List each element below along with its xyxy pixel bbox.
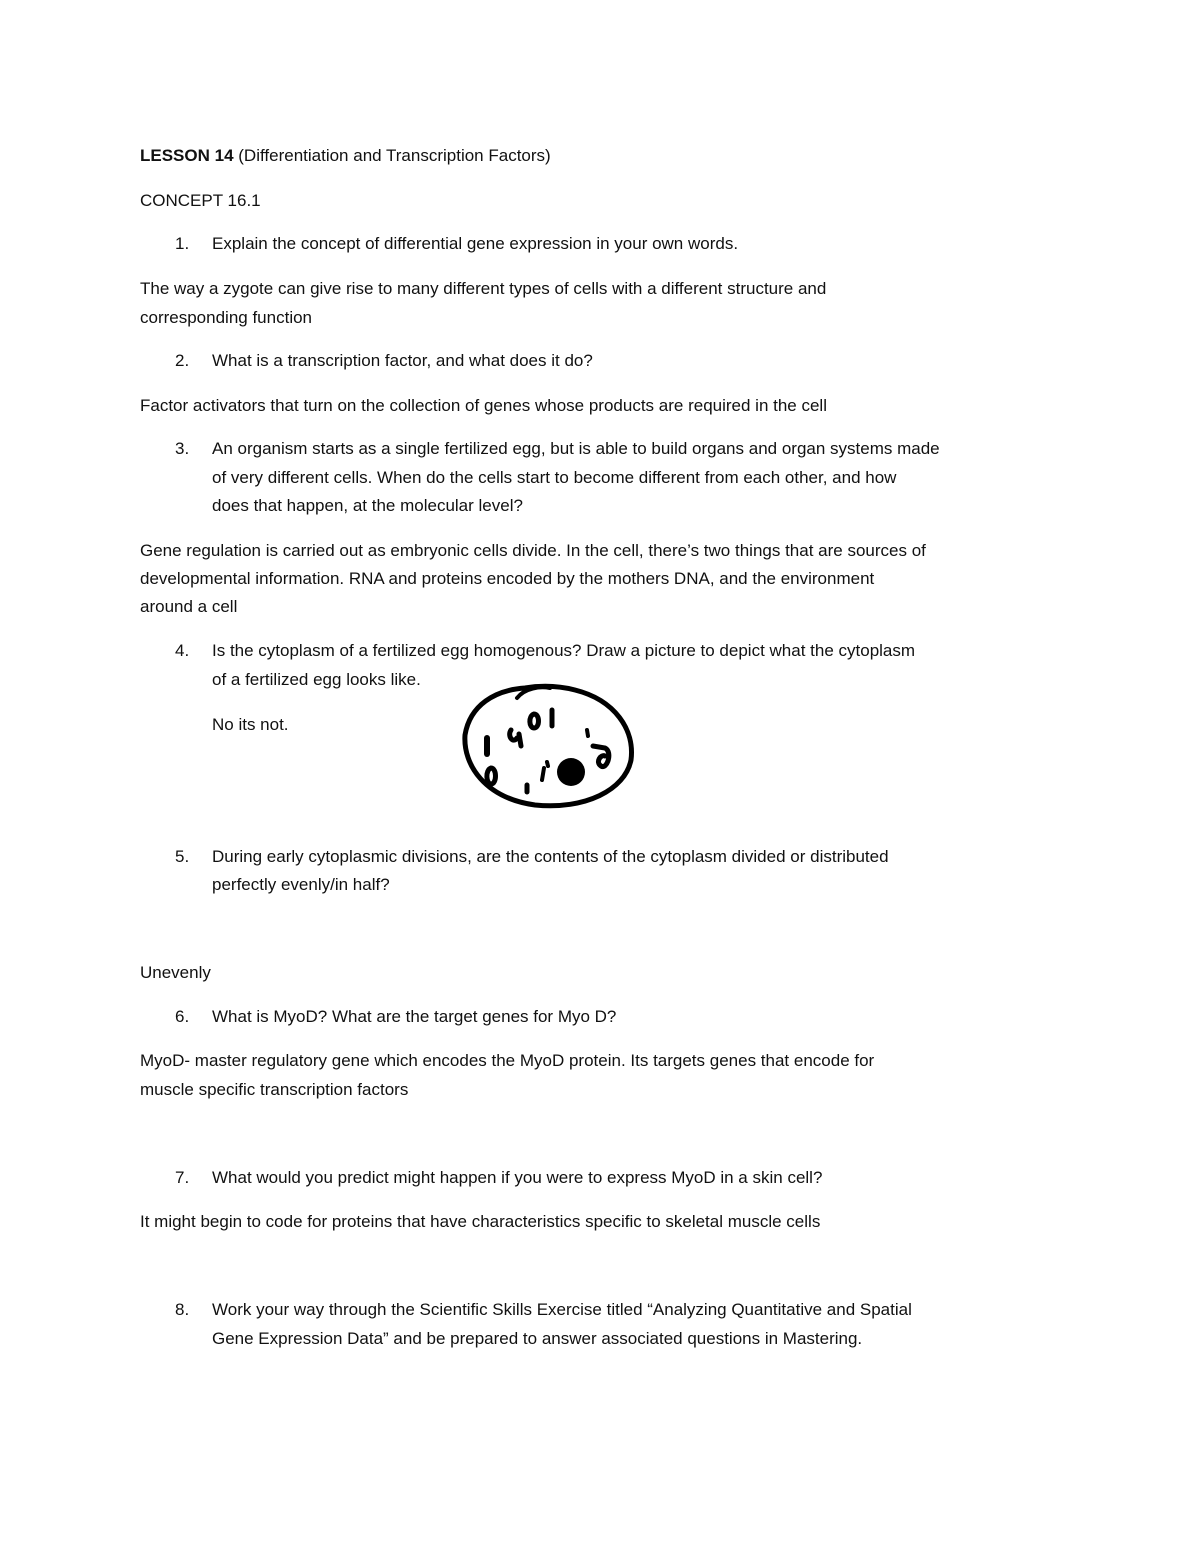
question-7	[175, 1164, 822, 1192]
question-6	[175, 1003, 616, 1031]
nucleus-blob	[557, 758, 585, 786]
question-3	[175, 435, 940, 463]
question-2	[175, 347, 593, 375]
answer-3-line-3: around a cell	[140, 597, 238, 616]
granule	[487, 768, 496, 784]
question-number: 2.	[175, 351, 190, 370]
question-8-line-2: Gene Expression Data” and be prepared to answer associated questions in Mastering.	[212, 1329, 863, 1348]
question-text: What is MyoD? What are the target genes for Myo D?	[212, 1007, 617, 1026]
concept-heading: CONCEPT 16.1	[140, 191, 261, 210]
question-text: What would you predict might happen if you were to express MyoD in a skin cell?	[212, 1168, 823, 1187]
question-4	[175, 637, 915, 665]
granule	[510, 730, 521, 746]
granule	[587, 730, 588, 736]
question-8	[175, 1296, 912, 1324]
answer-1-line-2: corresponding function	[140, 308, 313, 327]
question-number: 8.	[175, 1300, 190, 1319]
question-number: 7.	[175, 1168, 190, 1187]
lesson-topic: (Differentiation and Transcription Factors)	[233, 146, 551, 165]
question-number: 1.	[175, 234, 190, 253]
question-number: 3.	[175, 439, 190, 458]
question-text: During early cytoplasmic divisions, are the contents of the cytoplasm divided or distributed	[212, 847, 889, 866]
question-number: 5.	[175, 847, 190, 866]
question-text: What is a transcription factor, and what does it do?	[212, 351, 593, 370]
question-5-line-2: perfectly evenly/in half?	[212, 875, 390, 894]
question-5	[175, 843, 889, 871]
question-number: 4.	[175, 641, 190, 660]
question-3-line-2: of very different cells. When do the cells start to become different from each other, and how	[212, 468, 897, 487]
answer-3-line-1: Gene regulation is carried out as embryonic cells divide. In the cell, there’s two things that are sources of	[140, 541, 926, 560]
question-number: 6.	[175, 1007, 190, 1026]
question-text: Is the cytoplasm of a fertilized egg homogenous? Draw a picture to depict what the cytoplasm	[212, 641, 916, 660]
granule	[542, 762, 548, 780]
answer-5: Unevenly	[140, 963, 211, 982]
question-text: An organism starts as a single fertilized egg, but is able to build organs and organ systems made	[212, 439, 940, 458]
answer-6-line-2: muscle specific transcription factors	[140, 1080, 409, 1099]
question-1	[175, 230, 738, 258]
answer-7: It might begin to code for proteins that have characteristics specific to skeletal muscle cells	[140, 1212, 821, 1231]
question-3-line-3: does that happen, at the molecular level?	[212, 496, 523, 515]
lesson-title	[140, 142, 551, 170]
answer-1-line-1: The way a zygote can give rise to many different types of cells with a different structure and	[140, 279, 827, 298]
question-text: Explain the concept of differential gene expression in your own words.	[212, 234, 739, 253]
lesson-number: LESSON 14	[140, 146, 234, 165]
answer-4: No its not.	[212, 715, 289, 734]
granule	[593, 746, 609, 767]
answer-3-line-2: developmental information. RNA and proteins encoded by the mothers DNA, and the environment	[140, 569, 875, 588]
granule	[530, 714, 539, 728]
cytoplasm-drawing	[455, 680, 640, 815]
question-text: Work your way through the Scientific Skills Exercise titled “Analyzing Quantitative and Spatial	[212, 1300, 912, 1319]
question-4-line-2: of a fertilized egg looks like.	[212, 670, 421, 689]
answer-6-line-1: MyoD- master regulatory gene which encodes the MyoD protein. Its targets genes that encode for	[140, 1051, 875, 1070]
answer-2: Factor activators that turn on the collection of genes whose products are required in the cell	[140, 396, 827, 415]
